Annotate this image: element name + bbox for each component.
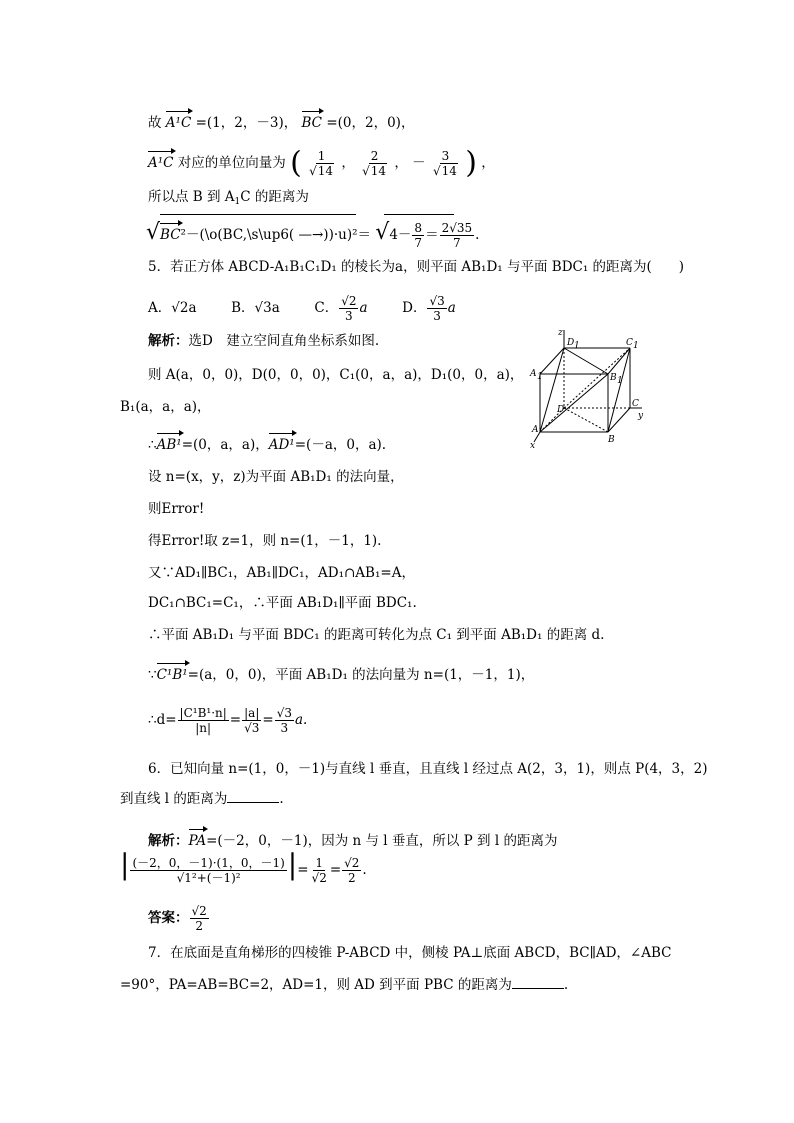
fraction xyxy=(427,294,446,323)
text: =(－2，0，－1)，因为 n 与 l 垂直，所以 P 到 l 的距离为 xyxy=(206,833,558,849)
den: 3 xyxy=(345,309,353,323)
answer-blank xyxy=(512,976,564,989)
question-6-line1: 6．已知向量 n=(1，0，－1)与直线 l 垂直，且直线 l 经过点 A(2，3，1)，则点 P(4，3，2) xyxy=(148,761,708,777)
num: |a| xyxy=(244,706,260,720)
end: . xyxy=(362,862,367,878)
text: 对应的单位向量为 xyxy=(177,155,286,171)
fraction xyxy=(130,856,286,885)
den: 3 xyxy=(433,309,441,323)
text-gu: 故 xyxy=(148,115,162,131)
formula: ²－(\o(BC,\s\up6( —→))·u)²＝ xyxy=(180,227,371,243)
num: √3 xyxy=(276,706,292,720)
answer-6 xyxy=(148,904,210,933)
solution-line xyxy=(148,430,386,454)
den: √2 xyxy=(311,871,327,885)
end: a. xyxy=(294,712,308,728)
paren: ) xyxy=(465,145,477,181)
eq: = xyxy=(262,712,274,728)
label-B1: B xyxy=(610,373,617,383)
radicand: 14 xyxy=(317,164,334,178)
label-C: C xyxy=(632,399,639,409)
question-7-line1: 7．在底面是直角梯形的四棱锥 P-ABCD 中，侧棱 PA⊥底面 ABCD，BC∥AD，∠ABC xyxy=(148,945,672,961)
text: 所以点 B 到 A xyxy=(148,189,235,205)
den: 7 xyxy=(453,236,461,250)
text: 4－ xyxy=(389,227,412,243)
solution-line: 又∵AD₁∥BC₁，AB₁∥DC₁，AD₁∩AB₁=A， xyxy=(148,565,415,581)
fraction xyxy=(190,904,209,933)
den: |n| xyxy=(195,721,212,735)
diag-ab1 xyxy=(540,374,608,432)
den: √3 xyxy=(244,721,260,735)
end: . xyxy=(475,227,480,243)
end: ， xyxy=(481,155,495,171)
option-d: D． xyxy=(402,300,427,316)
fraction xyxy=(412,221,424,250)
num: 8 xyxy=(414,221,423,235)
fraction xyxy=(178,706,229,735)
den: √1²+(－1)² xyxy=(176,871,241,885)
abs-bar: | xyxy=(120,848,130,881)
solution-line xyxy=(148,332,379,350)
label-z: z xyxy=(558,328,563,338)
sqrt-bar xyxy=(160,214,356,215)
answer-6-line2 xyxy=(120,848,367,885)
sep: ， xyxy=(341,155,355,171)
den: √14 xyxy=(309,164,334,178)
fraction xyxy=(360,149,389,178)
solution-line: B₁(a，a，a)， xyxy=(120,399,211,415)
option-c: C． xyxy=(314,300,339,316)
sqrt-sign: √ xyxy=(146,220,161,245)
solution-line: DC₁∩BC₁=C₁，∴平面 AB₁D₁∥平面 BDC₁. xyxy=(148,595,417,611)
fraction xyxy=(275,706,294,735)
label-D1: D xyxy=(567,338,575,348)
sqrt-bar xyxy=(384,214,454,215)
den: 7 xyxy=(414,236,423,250)
vector-a1c: A¹C xyxy=(148,148,174,172)
vector-bc: BC xyxy=(302,108,323,132)
sep: ， xyxy=(394,155,408,171)
solution-line: ∴平面 AB₁D₁ 与平面 BDC₁ 的距离可转化为点 C₁ 到平面 AB₁D₁ 的距离 d. xyxy=(148,627,605,643)
num: 1 xyxy=(317,149,326,163)
label-A1: A xyxy=(530,369,537,379)
text: 到直线 l 的距离为 xyxy=(120,791,228,807)
text: C 的距离为 xyxy=(240,189,309,205)
fraction xyxy=(342,856,361,885)
den: 2 xyxy=(195,919,203,933)
question-6-line2 xyxy=(120,790,284,808)
option-a: A．√2a xyxy=(148,300,197,316)
num: 2 xyxy=(370,149,379,163)
label-x: x xyxy=(530,441,536,450)
text: =(a，0，0)，平面 AB₁D₁ 的法向量为 n=(1，－1，1)， xyxy=(187,667,535,683)
diag-d1b1 xyxy=(564,348,608,374)
num: 3 xyxy=(441,149,450,163)
num: 1 xyxy=(315,856,323,870)
sub: 1 xyxy=(234,197,241,207)
radicand: 14 xyxy=(370,164,387,178)
answer-label: 答案： xyxy=(148,910,189,926)
solution-line: 则Error! xyxy=(148,501,205,517)
paren: ( xyxy=(290,145,302,181)
question-5-options xyxy=(148,294,456,323)
line-unit-vector xyxy=(148,145,495,181)
num: √2 xyxy=(341,294,357,308)
num: (－2，0，－1)·(1，0，－1) xyxy=(132,856,285,870)
eq: = xyxy=(297,862,309,878)
label-B1-sub: 1 xyxy=(617,376,623,386)
den: 2 xyxy=(347,871,356,885)
vector-a1c: A¹C xyxy=(166,108,192,132)
label-C1: C xyxy=(626,338,633,348)
vector-value: =(1，2，－3)， xyxy=(195,115,298,131)
fraction xyxy=(431,149,460,178)
eq: = xyxy=(329,862,342,878)
end: . xyxy=(563,977,569,993)
den: 3 xyxy=(280,721,289,735)
neg: － xyxy=(412,155,426,171)
num: √2 xyxy=(191,904,207,918)
num: √3 xyxy=(429,294,445,308)
vector-ad1: AD¹ xyxy=(269,430,295,454)
num: |C¹B¹·n| xyxy=(179,706,227,720)
label-D: D xyxy=(557,405,565,415)
because: ∵ xyxy=(148,667,157,683)
answer-blank xyxy=(227,790,279,803)
label-C1-sub: 1 xyxy=(633,341,639,351)
solution-line xyxy=(148,706,307,735)
solution-line: 得Error!取 z=1，则 n=(1，－1，1). xyxy=(148,533,382,549)
solution-line xyxy=(148,660,534,684)
fraction xyxy=(440,221,475,250)
fraction xyxy=(307,149,336,178)
vector-value: =(0，2，0)， xyxy=(326,115,415,131)
text: =(0，a，a)， xyxy=(181,437,269,453)
sqrt-sign: √ xyxy=(375,220,390,245)
label-B: B xyxy=(608,435,615,445)
vector-c1b1: C¹B¹ xyxy=(157,660,188,684)
solution-line: 则 A(a，0，0)，D(0，0，0)，C₁(0，a，a)，D₁(0，0，a)， xyxy=(148,367,524,383)
solution-label: 解析： xyxy=(148,333,189,349)
answer-6-line1 xyxy=(148,826,557,850)
therefore: ∴ xyxy=(148,437,157,453)
var: a xyxy=(447,300,456,316)
cube-figure xyxy=(528,326,646,450)
eq: ＝ xyxy=(425,227,439,243)
den: √14 xyxy=(432,164,457,178)
text: =(－a，0，a). xyxy=(294,437,387,453)
diag-db xyxy=(564,408,608,432)
text: =90°，PA=AB=BC=2，AD=1，则 AD 到平面 PBC 的距离为 xyxy=(120,977,512,993)
label-A1-sub: 1 xyxy=(537,372,543,382)
fraction xyxy=(339,294,358,323)
vector-bc: BC xyxy=(160,220,181,244)
fraction xyxy=(310,856,329,885)
den: √14 xyxy=(362,164,387,178)
fraction xyxy=(242,706,261,735)
num: 2√35 xyxy=(441,221,473,235)
radicand: 14 xyxy=(441,164,457,178)
line-distance-formula xyxy=(146,220,479,250)
text: ∴d= xyxy=(148,712,177,728)
option-b: B．√3a xyxy=(231,300,280,316)
label-D1-sub: 1 xyxy=(574,341,580,351)
solution-label: 解析： xyxy=(148,833,189,849)
vector-pa: PA xyxy=(189,826,207,850)
line-distance-intro xyxy=(148,188,309,211)
var: a xyxy=(359,300,368,316)
end: . xyxy=(279,791,284,807)
text: 选D 建立空间直角坐标系如图. xyxy=(188,333,380,349)
question-5: 5．若正方体 ABCD-A₁B₁C₁D₁ 的棱长为a，则平面 AB₁D₁ 与平面 BDC₁ 的距离为( ) xyxy=(148,259,685,275)
label-y: y xyxy=(638,411,644,421)
question-7-line2 xyxy=(120,976,568,994)
eq: = xyxy=(229,712,242,728)
vector-ab1: AB¹ xyxy=(157,430,182,454)
abs-bar: | xyxy=(287,848,298,881)
line-vectors xyxy=(148,108,414,132)
num: √2 xyxy=(344,856,360,870)
solution-line: 设 n=(x，y，z)为平面 AB₁D₁ 的法向量， xyxy=(148,469,404,485)
label-A: A xyxy=(532,425,539,435)
